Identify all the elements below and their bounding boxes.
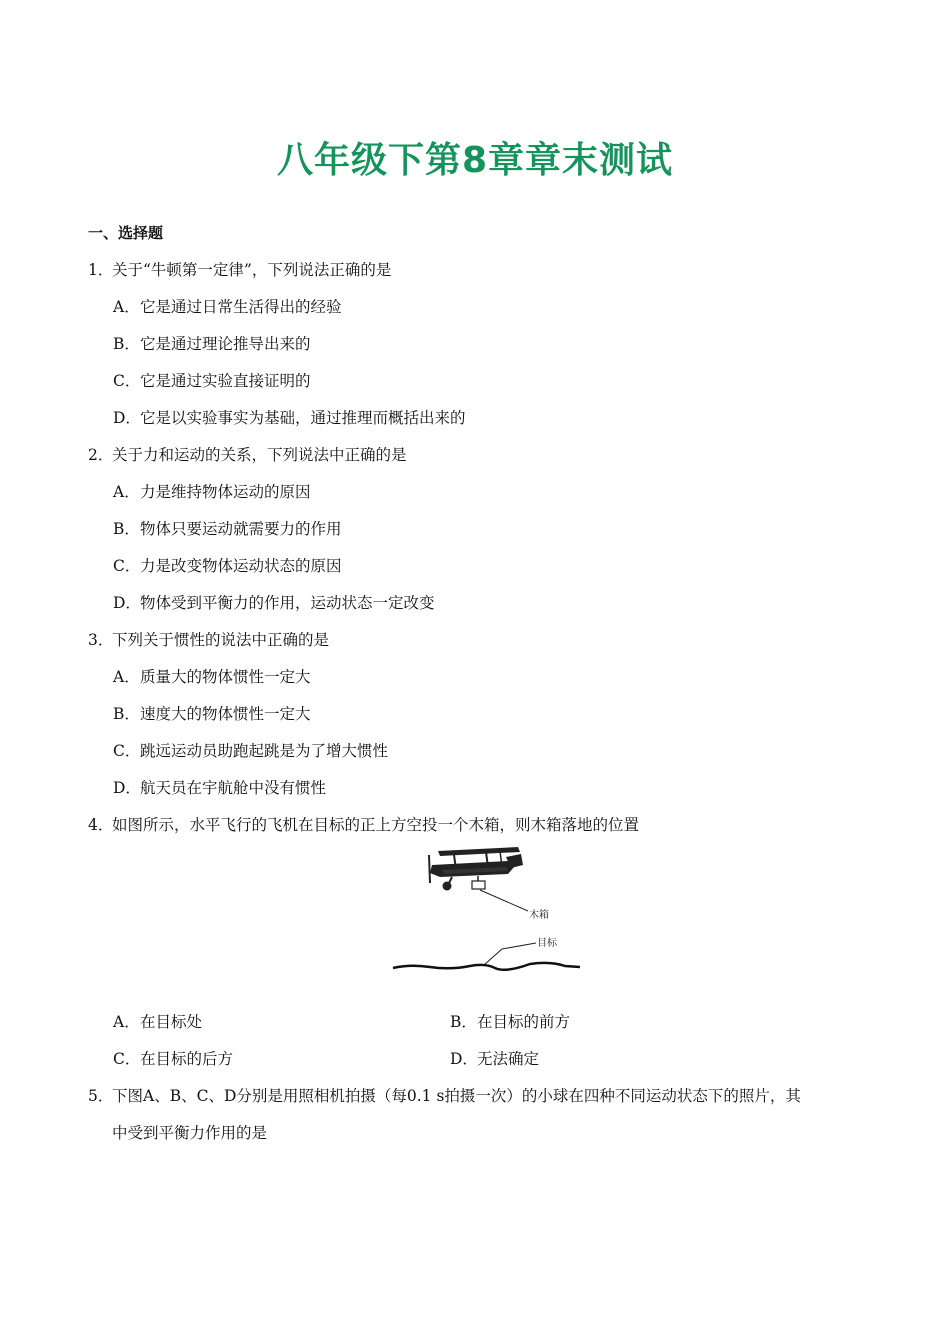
option-1c: C．它是通过实验直接证明的 xyxy=(113,372,311,390)
option-4c: C．在目标的后方 xyxy=(113,1050,234,1068)
question-3 xyxy=(88,628,329,650)
question-number: 5． xyxy=(88,1087,114,1105)
option-4a: A．在目标处 xyxy=(113,1013,203,1031)
question-5 xyxy=(88,1084,801,1106)
option-1b: B．它是通过理论推导出来的 xyxy=(113,335,311,353)
option-3a: A．质量大的物体惯性一定大 xyxy=(113,668,311,686)
question-text: 下列关于惯性的说法中正确的是 xyxy=(112,631,330,649)
option-4b: B．在目标的前方 xyxy=(450,1013,571,1031)
question-number: 3． xyxy=(88,631,114,649)
question-4 xyxy=(88,813,639,835)
section-heading: 一、选择题 xyxy=(88,224,164,242)
question-text: 关于力和运动的关系，下列说法中正确的是 xyxy=(112,446,407,464)
crate-label: 木箱 xyxy=(529,910,549,921)
option-2b: B．物体只要运动就需要力的作用 xyxy=(113,520,342,538)
target-label: 目标 xyxy=(537,938,557,949)
question-text: 关于“牛顿第一定律”，下列说法正确的是 xyxy=(112,261,392,279)
question-2 xyxy=(88,443,407,465)
page-title: 八年级下第8章章末测试 xyxy=(276,140,674,181)
option-3d: D．航天员在宇航舱中没有惯性 xyxy=(113,779,327,797)
question-1 xyxy=(88,258,391,280)
airplane-illustration xyxy=(390,843,590,975)
question-text: 下图A、B、C、D分别是用照相机拍摄（每0.1 s拍摄一次）的小球在四种不同运动状态下的照片，其 xyxy=(112,1087,801,1105)
airplane-drop-figure xyxy=(390,843,590,975)
option-4d: D．无法确定 xyxy=(450,1050,540,1068)
crate-icon xyxy=(472,881,485,889)
question-text: 如图所示，水平飞行的飞机在目标的正上方空投一个木箱，则木箱落地的位置 xyxy=(112,816,640,834)
question-number: 2． xyxy=(88,446,114,464)
option-1a: A．它是通过日常生活得出的经验 xyxy=(113,298,342,316)
option-3b: B．速度大的物体惯性一定大 xyxy=(113,705,311,723)
option-2a: A．力是维持物体运动的原因 xyxy=(113,483,311,501)
question-5-continued: 中受到平衡力作用的是 xyxy=(112,1124,268,1142)
option-2c: C．力是改变物体运动状态的原因 xyxy=(113,557,342,575)
option-1d: D．它是以实验事实为基础，通过推理而概括出来的 xyxy=(113,409,466,427)
question-number: 4． xyxy=(88,816,114,834)
option-3c: C．跳远运动员助跑起跳是为了增大惯性 xyxy=(113,742,389,760)
option-2d: D．物体受到平衡力的作用，运动状态一定改变 xyxy=(113,594,435,612)
question-number: 1． xyxy=(88,261,114,279)
